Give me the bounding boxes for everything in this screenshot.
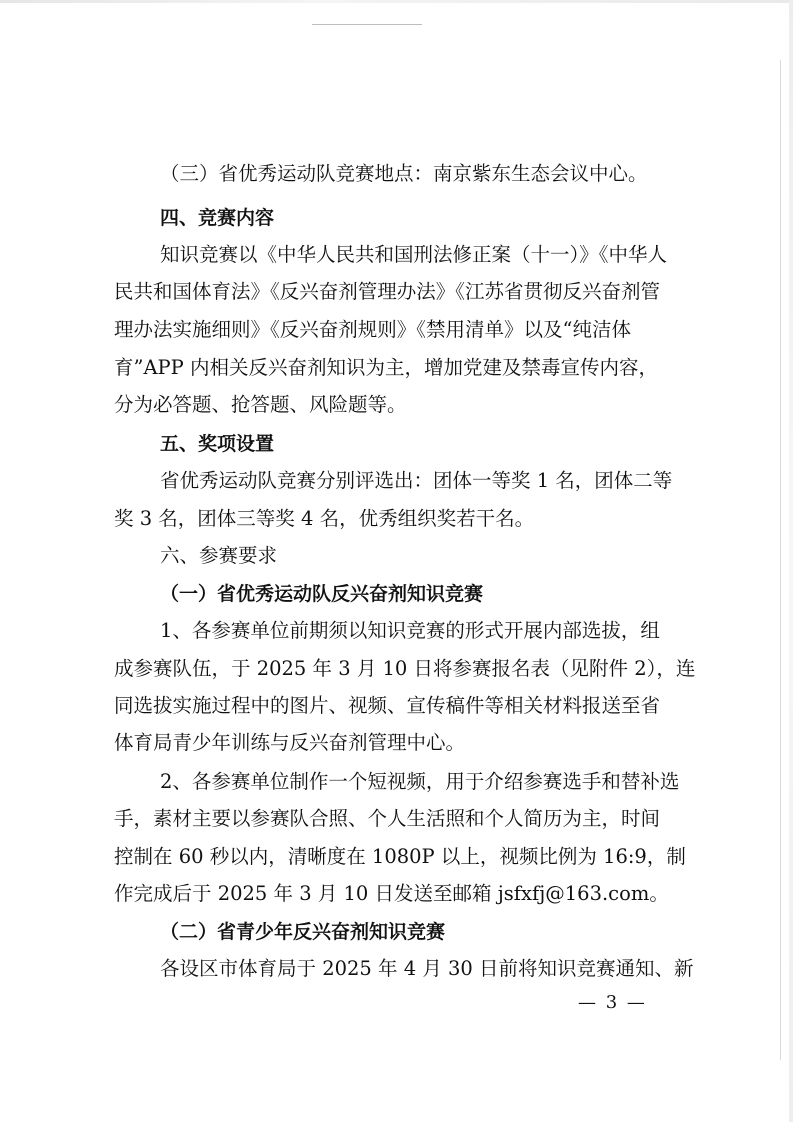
subsection-heading-youth: （二）省青少年反兴奋剂知识竞赛 bbox=[160, 921, 446, 943]
scan-edge-top bbox=[0, 0, 793, 3]
awards-paragraph-line-2: 奖 3 名，团体三等奖 4 名，优秀组织奖若干名。 bbox=[114, 507, 535, 530]
section-heading-competition-content: 四、竞赛内容 bbox=[160, 207, 275, 229]
content-paragraph-line-5: 分为必答题、抢答题、风险题等。 bbox=[114, 393, 407, 416]
requirement-2-line-4: 作完成后于 2025 年 3 月 10 日发送至邮箱 jsfxfj@163.com。 bbox=[114, 882, 669, 905]
scan-mark-right bbox=[780, 60, 781, 1060]
venue-paragraph: （三）省优秀运动队竞赛地点：南京紫东生态会议中心。 bbox=[160, 162, 648, 185]
awards-paragraph-line-1: 省优秀运动队竞赛分别评选出：团体一等奖 1 名，团体二等 bbox=[160, 469, 673, 492]
requirement-2-line-3: 控制在 60 秒以内，清晰度在 1080P 以上，视频比例为 16:9，制 bbox=[114, 845, 686, 868]
content-paragraph-line-1: 知识竞赛以《中华人民共和国刑法修正案（十一）》《中华人 bbox=[160, 243, 668, 266]
content-paragraph-line-2: 民共和国体育法》《反兴奋剂管理办法》《江苏省贯彻反兴奋剂管 bbox=[114, 280, 661, 303]
requirement-2-line-1: 2、各参赛单位制作一个短视频，用于介绍参赛选手和替补选 bbox=[160, 770, 680, 793]
content-paragraph-line-3: 理办法实施细则》《反兴奋剂规则》《禁用清单》以及“纯洁体 bbox=[114, 318, 631, 341]
requirement-1-line-3: 同选拔实施过程中的图片、视频、宣传稿件等相关材料报送至省 bbox=[114, 694, 661, 717]
subsection-heading-provincial-team: （一）省优秀运动队反兴奋剂知识竞赛 bbox=[160, 583, 484, 605]
requirement-2-line-2: 手，素材主要以参赛队合照、个人生活照和个人简历为主，时间 bbox=[114, 807, 661, 830]
scan-edge-right bbox=[789, 0, 793, 1122]
requirement-1-line-2: 成参赛队伍，于 2025 年 3 月 10 日将参赛报名表（见附件 2），连 bbox=[114, 657, 696, 680]
youth-paragraph-line-1: 各设区市体育局于 2025 年 4 月 30 日前将知识竞赛通知、新 bbox=[160, 957, 694, 980]
section-heading-awards: 五、奖项设置 bbox=[160, 433, 275, 455]
scan-mark-top bbox=[312, 24, 422, 25]
requirement-1-line-1: 1、各参赛单位前期须以知识竞赛的形式开展内部选拔，组 bbox=[160, 619, 660, 642]
content-paragraph-line-4: 育”APP 内相关反兴奋剂知识为主，增加党建及禁毒宣传内容， bbox=[114, 356, 658, 379]
page-number: — 3 — bbox=[578, 992, 647, 1013]
section-heading-requirements: 六、参赛要求 bbox=[160, 544, 278, 567]
requirement-1-line-4: 体育局青少年训练与反兴奋剂管理中心。 bbox=[114, 731, 466, 754]
